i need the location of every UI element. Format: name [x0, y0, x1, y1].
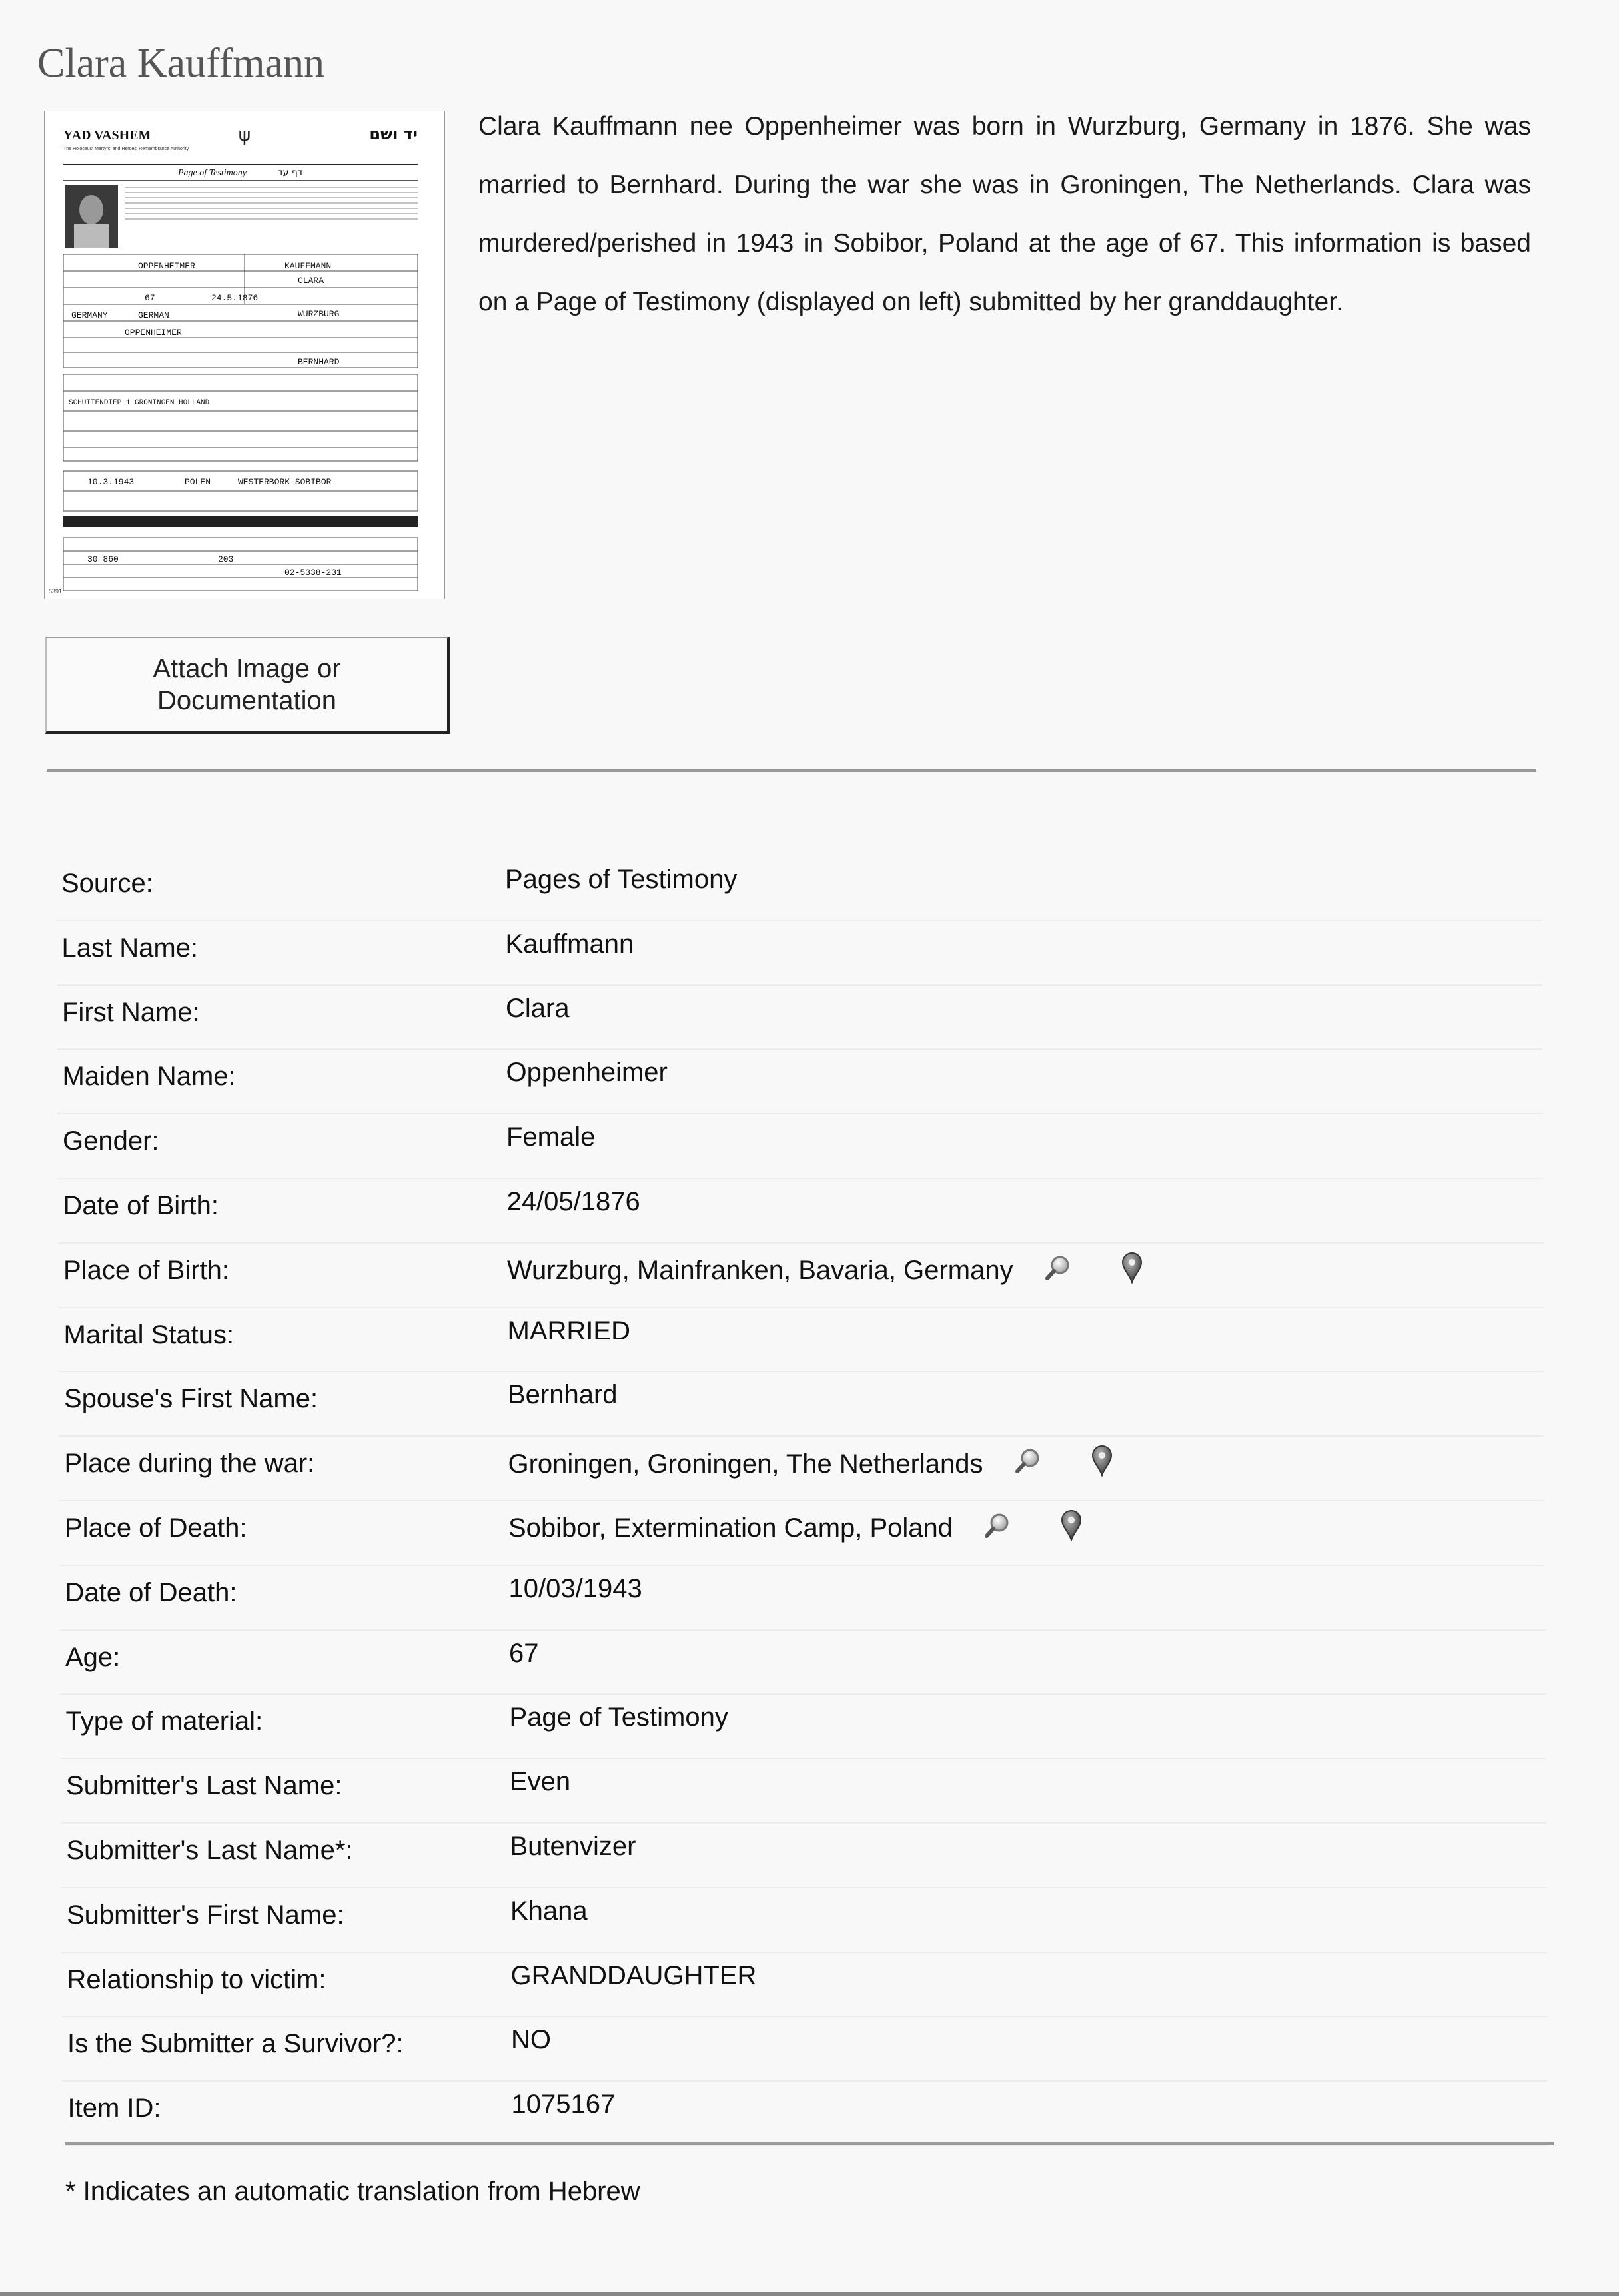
thumb-hw-birthdate: 24.5.1876	[211, 293, 259, 303]
page-of-testimony-image[interactable]	[44, 111, 445, 599]
testimony-document-scan	[45, 111, 444, 599]
menorah-logo: ψ	[238, 123, 251, 145]
detail-label: Submitter's First Name:	[67, 1900, 344, 1930]
biography-text: Clara Kauffmann nee Oppenheimer was born in Wurzburg, Germany in 1876. She was married to Bernhard. During the war she was in Groningen, The Netherlands. Clara was murdered/perished in 1943 in Sobibor, Poland at the age of 67. This information is based on a Page of Testimony (displayed on left) submitted by her granddaughter.	[478, 112, 1531, 316]
detail-row	[59, 1437, 1545, 1501]
detail-value	[507, 1252, 1144, 1290]
thumb-hw-death-date: 10.3.1943	[87, 477, 135, 487]
detail-value-text: Wurzburg, Mainfranken, Bavaria, Germany	[507, 1256, 1013, 1286]
detail-row	[58, 1179, 1544, 1244]
detail-row	[59, 1501, 1545, 1566]
detail-row	[63, 2082, 1548, 2146]
detail-value	[510, 1832, 636, 1862]
detail-label: Date of Birth:	[63, 1190, 219, 1220]
detail-value	[506, 1122, 595, 1152]
detail-label: Gender:	[63, 1126, 159, 1156]
translation-footnote: * Indicates an automatic translation from Hebrew	[65, 2177, 640, 2206]
thumb-hw-death-country: POLEN	[185, 477, 211, 487]
thumb-form-title-he: דף עד	[278, 167, 303, 178]
detail-label: Place of Birth:	[63, 1255, 230, 1285]
detail-row	[57, 921, 1542, 986]
detail-row	[59, 1372, 1544, 1437]
page-edge	[0, 2292, 1619, 2296]
detail-row	[57, 986, 1542, 1050]
search-icon[interactable]	[1014, 1446, 1043, 1482]
thumb-hw-first: CLARA	[298, 276, 324, 286]
detail-row	[57, 1114, 1543, 1179]
search-icon[interactable]	[1044, 1253, 1073, 1289]
detail-value-text: Khana	[510, 1896, 588, 1926]
thumb-page-number: 5391	[49, 588, 63, 595]
detail-row	[58, 1244, 1544, 1308]
thumb-org-he: יד ושם	[369, 125, 418, 143]
detail-value	[508, 1380, 618, 1410]
page-title: Clara Kauffmann	[37, 41, 324, 86]
detail-value	[508, 1316, 630, 1346]
detail-value-text: NO	[511, 2025, 551, 2055]
detail-value-text: Clara	[506, 993, 570, 1023]
detail-value-text: GRANDDAUGHTER	[510, 1960, 757, 1990]
detail-row	[61, 1824, 1547, 1888]
detail-row	[62, 2017, 1548, 2082]
detail-value	[510, 1703, 728, 1732]
detail-row	[56, 857, 1542, 921]
detail-label: Age:	[65, 1642, 121, 1672]
map-pin-icon[interactable]	[1090, 1445, 1114, 1483]
detail-label: Type of material:	[65, 1707, 263, 1736]
detail-value	[508, 1509, 1083, 1548]
detail-value	[506, 1058, 668, 1088]
detail-value	[511, 2025, 551, 2055]
detail-value-text: 24/05/1876	[506, 1186, 640, 1216]
detail-value	[505, 865, 737, 895]
detail-value-text: MARRIED	[507, 1316, 630, 1345]
thumb-hw-country: GERMANY	[71, 310, 108, 320]
details-table	[56, 857, 1542, 2146]
detail-value-text: Groningen, Groningen, The Netherlands	[508, 1449, 983, 1479]
detail-row	[57, 1050, 1543, 1114]
detail-value	[511, 1961, 757, 1991]
thumb-hw-birthplace: WURZBURG	[298, 309, 340, 319]
detail-label: Date of Death:	[65, 1577, 237, 1607]
detail-value-text: 1075167	[511, 2090, 616, 2119]
detail-label: Is the Submitter a Survivor?:	[67, 2029, 404, 2059]
thumb-org-en: YAD VASHEM	[63, 128, 151, 143]
detail-value	[512, 2090, 616, 2119]
detail-row	[62, 1953, 1548, 2018]
thumb-hw-phone: 02-5338-231	[284, 568, 342, 577]
thumb-hw-father: OPPENHEIMER	[125, 328, 182, 338]
detail-row	[59, 1308, 1544, 1373]
thumb-hw-house: 203	[218, 554, 234, 564]
thumb-org-sub: The Holocaust Martyrs' and Heroes' Remembrance Authority	[63, 147, 189, 151]
detail-row	[61, 1759, 1546, 1824]
map-pin-icon[interactable]	[1120, 1252, 1144, 1290]
detail-value-text: Even	[510, 1767, 571, 1797]
detail-value-text: Oppenheimer	[506, 1058, 668, 1088]
detail-value	[509, 1639, 539, 1669]
detail-value	[506, 929, 634, 959]
thumb-form-title: Page of Testimony	[178, 168, 247, 178]
detail-label: Place of Death:	[65, 1513, 247, 1543]
detail-value	[506, 994, 570, 1024]
detail-value-text: Page of Testimony	[509, 1703, 728, 1732]
detail-label: Maiden Name:	[62, 1062, 236, 1092]
detail-label: Submitter's Last Name*:	[66, 1835, 353, 1865]
thumb-hw-maiden: OPPENHEIMER	[138, 261, 195, 271]
detail-label: Item ID:	[67, 2094, 161, 2123]
detail-label: Place during the war:	[64, 1449, 315, 1479]
detail-value-text: 67	[509, 1638, 539, 1668]
thumb-hw-last: KAUFFMANN	[284, 261, 332, 271]
map-pin-icon[interactable]	[1059, 1509, 1083, 1548]
section-divider-bottom	[65, 2142, 1554, 2145]
thumb-hw-spouse: BERNHARD	[298, 357, 340, 367]
search-icon[interactable]	[983, 1511, 1013, 1547]
thumb-hw-age: 67	[145, 293, 155, 303]
detail-value-text: Sobibor, Extermination Camp, Poland	[508, 1513, 953, 1543]
detail-value-text: Butenvizer	[510, 1831, 636, 1861]
detail-value-text: Bernhard	[508, 1380, 618, 1410]
thumb-hw-nationality: GERMAN	[138, 310, 169, 320]
detail-row	[60, 1566, 1546, 1631]
detail-label: Spouse's First Name:	[64, 1384, 318, 1414]
detail-value	[510, 1896, 588, 1926]
detail-value-text: Kauffmann	[505, 929, 634, 958]
thumb-hw-wartime: SCHUITENDIEP 1 GRONINGEN HOLLAND	[69, 399, 210, 407]
detail-value	[510, 1767, 570, 1797]
thumb-hw-death-place: WESTERBORK SOBIBOR	[238, 477, 332, 487]
detail-label: Last Name:	[61, 933, 199, 962]
detail-value-text: Female	[506, 1122, 596, 1152]
detail-row	[61, 1695, 1546, 1759]
detail-label: Source:	[61, 869, 153, 898]
detail-label: Submitter's Last Name:	[66, 1771, 342, 1801]
section-divider	[47, 769, 1536, 772]
attach-image-button[interactable]: Attach Image or Documentation	[45, 637, 450, 734]
detail-label: First Name:	[62, 997, 200, 1027]
detail-label: Marital Status:	[63, 1320, 235, 1349]
detail-label: Relationship to victim:	[67, 1964, 326, 1994]
detail-value	[507, 1187, 640, 1217]
detail-value-text: 10/03/1943	[508, 1573, 642, 1603]
detail-value	[509, 1574, 642, 1604]
thumb-hw-code: 30 860	[87, 554, 119, 564]
detail-row	[61, 1888, 1547, 1953]
detail-value	[508, 1445, 1114, 1483]
detail-value-text: Pages of Testimony	[505, 865, 738, 894]
detail-row	[60, 1631, 1546, 1695]
